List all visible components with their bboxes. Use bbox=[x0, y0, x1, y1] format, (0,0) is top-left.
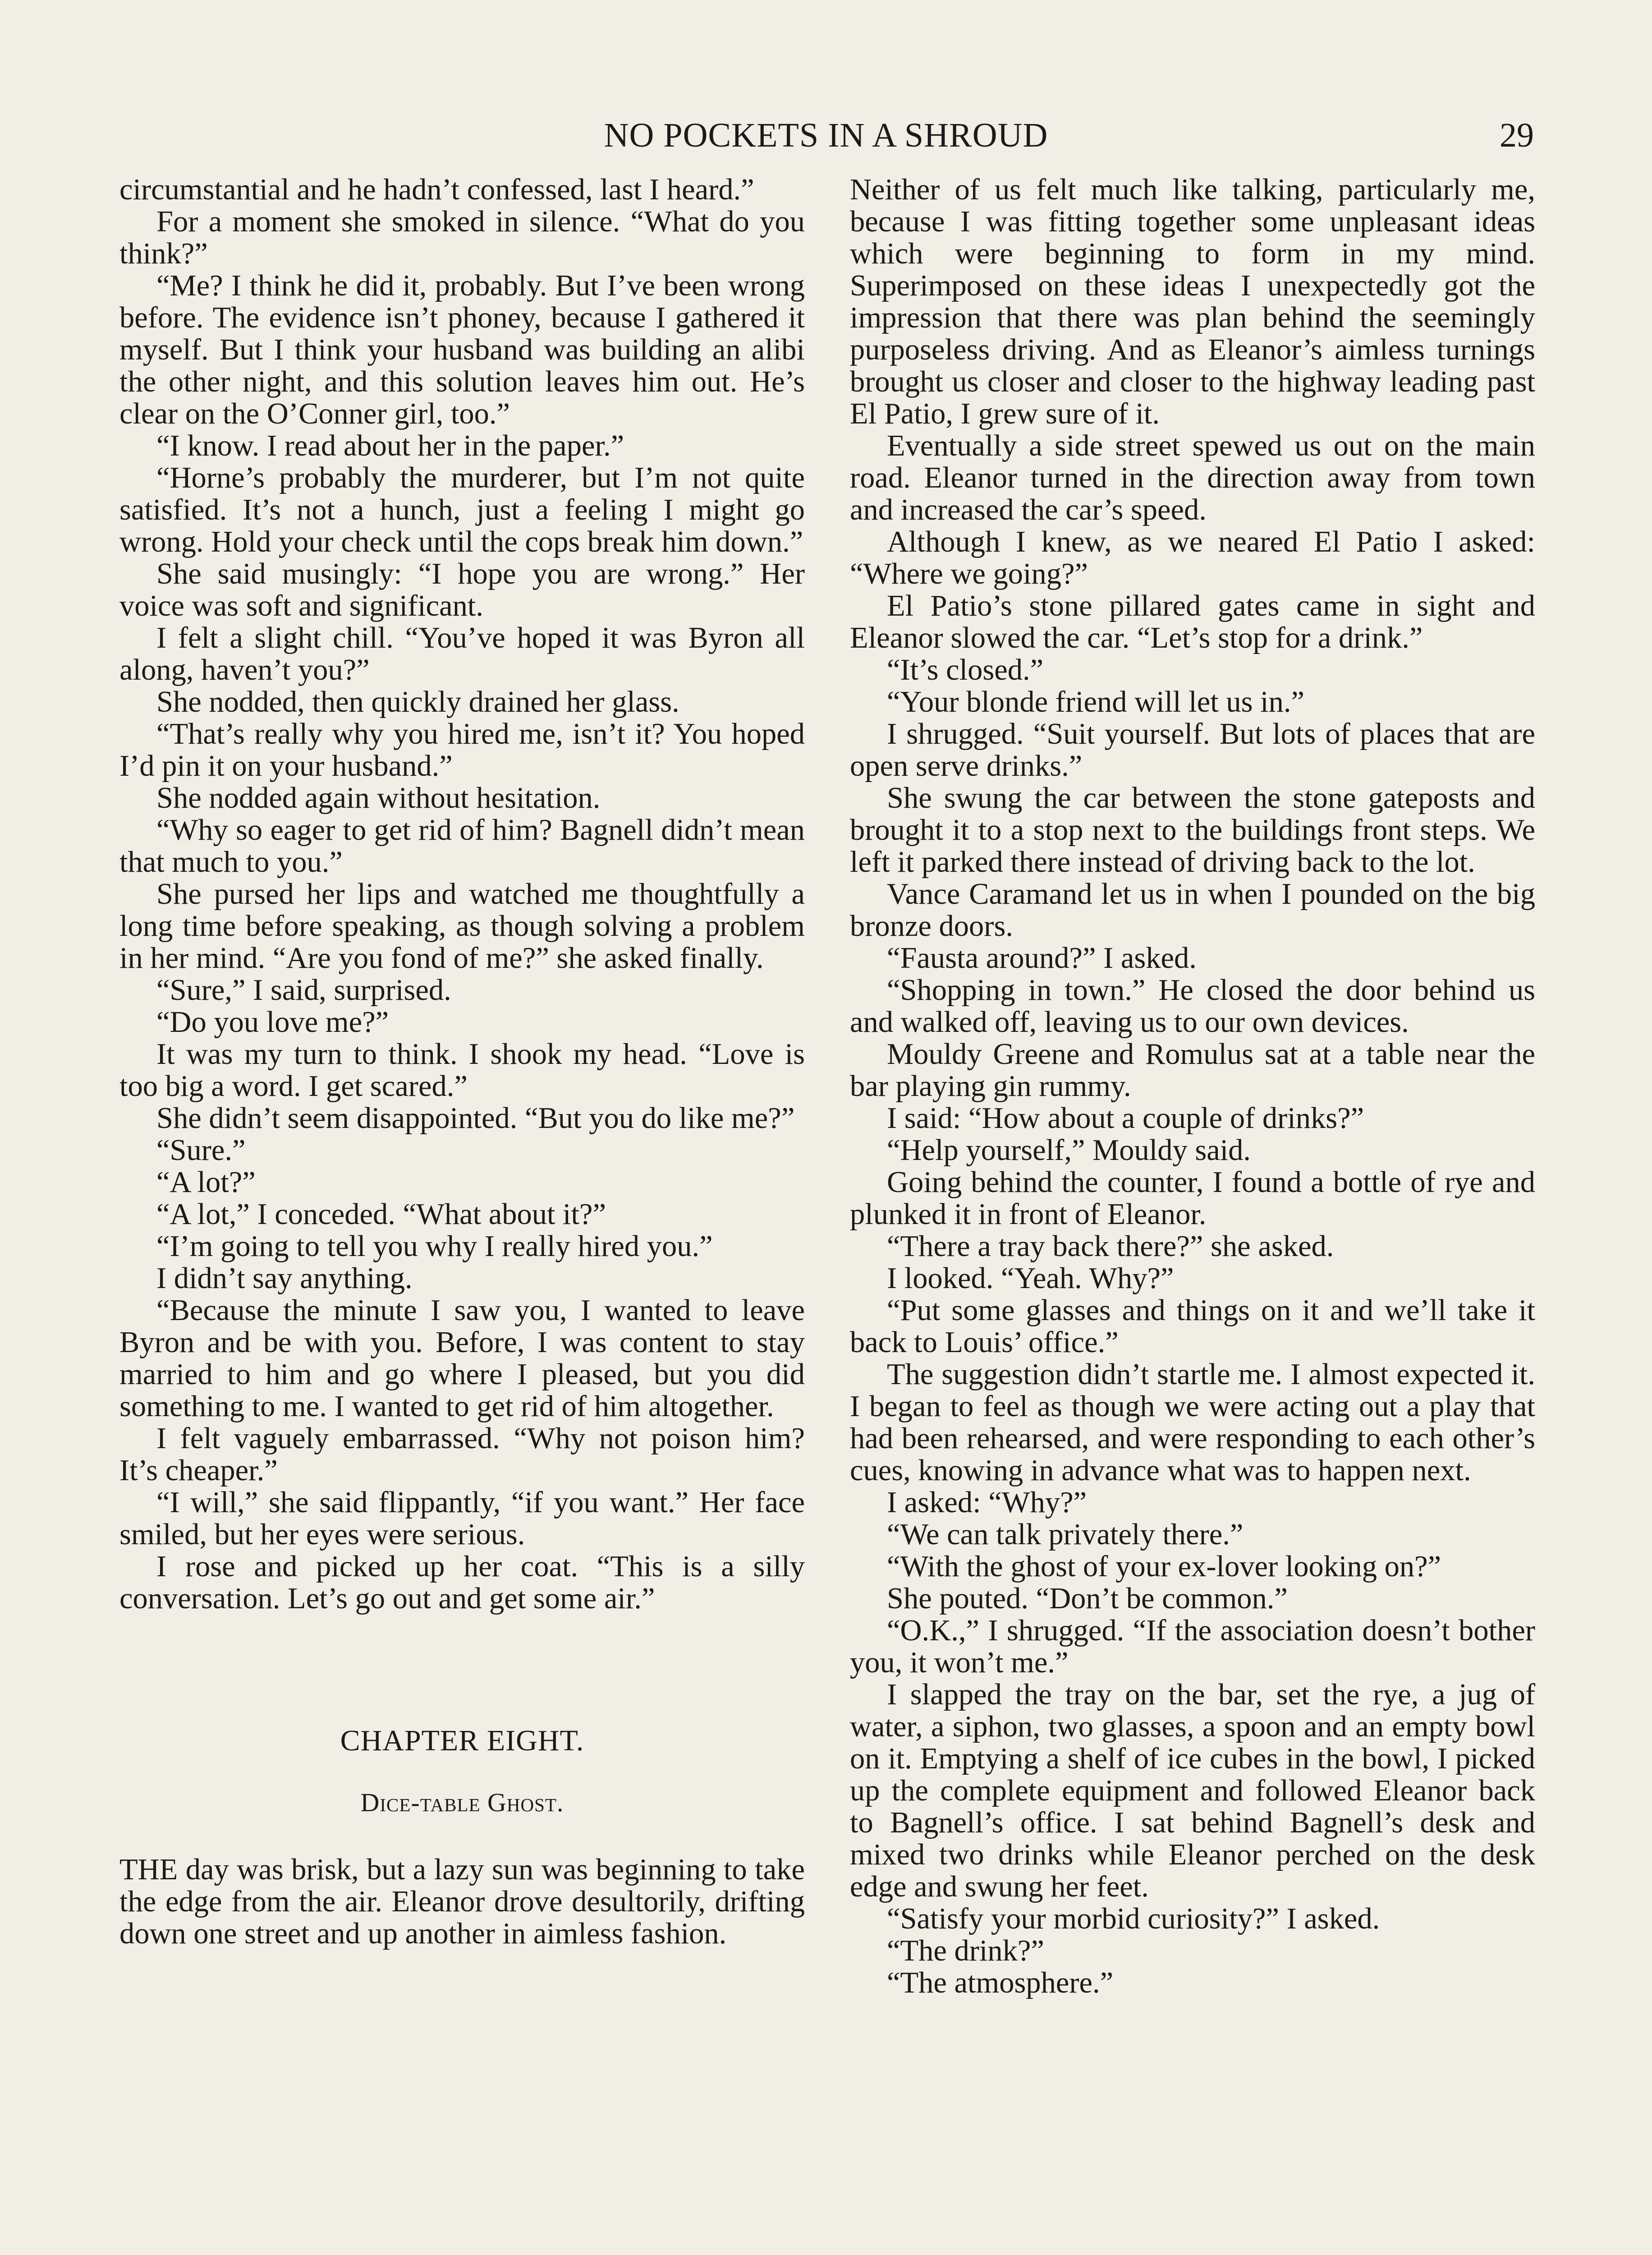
paragraph: Vance Caramand let us in when I pounded on the big bronze doors. bbox=[850, 878, 1535, 943]
left-column bbox=[119, 174, 805, 1950]
paragraph: She pursed her lips and watched me thoughtfully a long time before speaking, as though solving a problem in her mind. “Are you fond of me?” she asked finally. bbox=[119, 878, 805, 975]
paragraph: “I’m going to tell you why I really hired you.” bbox=[156, 1230, 713, 1263]
paragraph: “The atmosphere.” bbox=[887, 1966, 1114, 1999]
page-number: 29 bbox=[1500, 116, 1534, 154]
paragraph: Neither of us felt much like talking, particularly me, because I was fitting together some unpleasant ideas which were beginning to form in my mind. Superimposed on these ideas I unexpectedly got the impression that there was plan behind the seemingly purposeless driving. And as Eleanor’s aimless turnings brought us closer and closer to the highway leading past El Patio, I grew sure of it. bbox=[850, 173, 1535, 430]
paragraph: I felt vaguely embarrassed. “Why not poison him? It’s cheaper.” bbox=[119, 1422, 805, 1487]
paragraph: “O.K.,” I shrugged. “If the association doesn’t bother you, it won’t me.” bbox=[850, 1614, 1535, 1679]
paragraph: “That’s really why you hired me, isn’t it? You hoped I’d pin it on your husband.” bbox=[119, 718, 805, 782]
paragraph: “A lot?” bbox=[156, 1166, 256, 1199]
paragraph: “Me? I think he did it, probably. But I’ve been wrong before. The evidence isn’t phoney, because I gathered it myself. But I think your husband was building an alibi the other night, and this solution leaves him out. He’s clear on the O’Conner girl, too.” bbox=[119, 269, 805, 430]
paragraph: Mouldy Greene and Romulus sat at a table near the bar playing gin rummy. bbox=[850, 1038, 1535, 1103]
paragraph: She swung the car between the stone gateposts and brought it to a stop next to the buildings front steps. We left it parked there instead of driving back to the lot. bbox=[850, 782, 1535, 879]
paragraph: “Help yourself,” Mouldy said. bbox=[887, 1134, 1251, 1167]
paragraph: “Do you love me?” bbox=[156, 1006, 389, 1039]
paragraph: “Horne’s probably the murderer, but I’m not quite satisfied. It’s not a hunch, just a feeling I might go wrong. Hold your check until the cops break him down.” bbox=[119, 461, 805, 558]
paragraph: She nodded again without hesitation. bbox=[156, 782, 601, 815]
paragraph: Eventually a side street spewed us out on the main road. Eleanor turned in the direction away from town and increased the car’s speed. bbox=[850, 429, 1535, 526]
paragraph: “Sure.” bbox=[156, 1134, 246, 1167]
paragraph: “With the ghost of your ex-lover looking on?” bbox=[887, 1550, 1441, 1583]
chapter-heading: CHAPTER EIGHT. bbox=[340, 1724, 584, 1757]
running-header bbox=[118, 110, 1534, 160]
paragraph: “Shopping in town.” He closed the door behind us and walked off, leaving us to our own devices. bbox=[850, 974, 1535, 1039]
paragraph: “Because the minute I saw you, I wanted to leave Byron and be with you. Before, I was content to stay married to him and go where I pleased, but you did something to me. I wanted to get rid of him altogether. bbox=[119, 1294, 805, 1423]
paragraph: “I will,” she said flippantly, “if you want.” Her face smiled, but her eyes were serious. bbox=[119, 1486, 805, 1551]
paragraph: “There a tray back there?” she asked. bbox=[887, 1230, 1334, 1263]
paragraph: I looked. “Yeah. Why?” bbox=[887, 1262, 1174, 1295]
paragraph: “Put some glasses and things on it and we’ll take it back to Louis’ office.” bbox=[850, 1294, 1535, 1359]
paragraph: I didn’t say anything. bbox=[156, 1262, 413, 1295]
paragraph: The suggestion didn’t startle me. I almost expected it. I began to feel as though we were acting out a play that had been rehearsed, and were responding to each other’s cues, knowing in advance what was to happen next. bbox=[850, 1358, 1535, 1487]
paragraph: El Patio’s stone pillared gates came in sight and Eleanor slowed the car. “Let’s stop for a drink.” bbox=[850, 589, 1535, 654]
paragraph: She didn’t seem disappointed. “But you do like me?” bbox=[156, 1102, 795, 1135]
paragraph: She pouted. “Don’t be common.” bbox=[887, 1582, 1288, 1615]
chapter-opening-paragraph: THE day was brisk, but a lazy sun was beginning to take the edge from the air. Eleanor drove desultorily, drifting down one street and up another in aimless fashion. bbox=[119, 1853, 805, 1950]
paragraph: “The drink?” bbox=[887, 1934, 1044, 1967]
paragraph: I felt a slight chill. “You’ve hoped it was Byron all along, haven’t you?” bbox=[119, 621, 805, 686]
paragraph: “Fausta around?” I asked. bbox=[887, 942, 1197, 975]
paragraph: “Why so eager to get rid of him? Bagnell didn’t mean that much to you.” bbox=[119, 814, 805, 879]
running-title: NO POCKETS IN A SHROUD bbox=[604, 116, 1048, 154]
paragraph: I asked: “Why?” bbox=[887, 1486, 1087, 1519]
paragraph: It was my turn to think. I shook my head. “Love is too big a word. I get scared.” bbox=[119, 1038, 805, 1103]
paragraph: I rose and picked up her coat. “This is a silly conversation. Let’s go out and get some air.” bbox=[119, 1550, 805, 1615]
paragraph: “A lot,” I conceded. “What about it?” bbox=[156, 1198, 606, 1231]
paragraph: “Your blonde friend will let us in.” bbox=[887, 686, 1304, 718]
paragraph: For a moment she smoked in silence. “What do you think?” bbox=[119, 205, 805, 270]
paragraph: I shrugged. “Suit yourself. But lots of places that are open serve drinks.” bbox=[850, 718, 1535, 782]
paragraph: “We can talk privately there.” bbox=[887, 1518, 1244, 1551]
paragraph: “Sure,” I said, surprised. bbox=[156, 974, 451, 1007]
chapter-subtitle: Dice-table Ghost. bbox=[360, 1788, 564, 1817]
paragraph: I slapped the tray on the bar, set the rye, a jug of water, a siphon, two glasses, a spoon and an empty bowl on it. Emptying a shelf of ice cubes in the bowl, I picked up the complete equipment and followed Eleanor back to Bagnell’s office. I sat behind Bagnell’s desk and mixed two drinks while Eleanor perched on the desk edge and swung her feet. bbox=[850, 1678, 1535, 1903]
paragraph: I said: “How about a couple of drinks?” bbox=[887, 1102, 1364, 1135]
right-column bbox=[850, 174, 1535, 1999]
paragraph: Going behind the counter, I found a bottle of rye and plunked it in front of Eleanor. bbox=[850, 1166, 1535, 1231]
paragraph: “It’s closed.” bbox=[887, 653, 1044, 686]
paragraph: She said musingly: “I hope you are wrong.” Her voice was soft and significant. bbox=[119, 557, 805, 622]
paragraph: “Satisfy your morbid curiosity?” I asked. bbox=[887, 1902, 1380, 1935]
paragraph: Although I knew, as we neared El Patio I asked: “Where we going?” bbox=[850, 525, 1535, 590]
paragraph: “I know. I read about her in the paper.” bbox=[156, 429, 624, 462]
paragraph: She nodded, then quickly drained her glass. bbox=[156, 686, 679, 718]
paragraph: circumstantial and he hadn’t confessed, last I heard.” bbox=[119, 173, 754, 206]
